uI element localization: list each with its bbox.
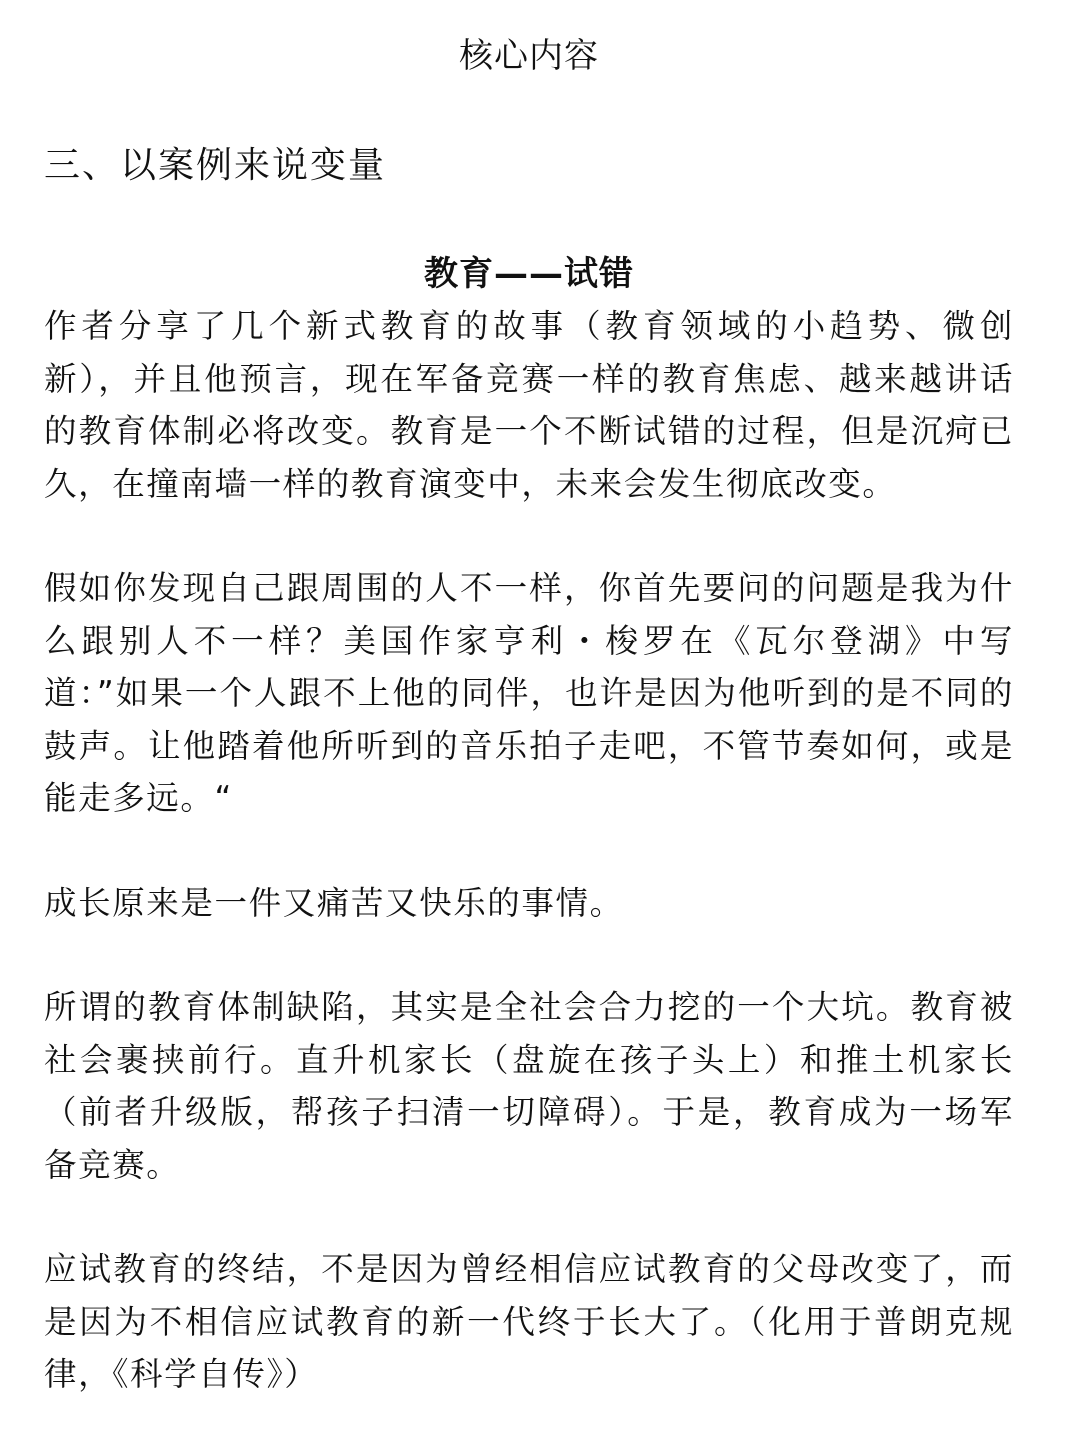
section-heading: 三、以案例来说变量 xyxy=(44,145,387,186)
document-title: 核心内容 xyxy=(459,36,599,76)
paragraph-exam-education-end: 应试教育的终结，不是因为曾经相信应试教育的父母改变了，而是因为不相信应试教育的新一代终于长大了。（化用于普朗克规律，《科学自传》） xyxy=(44,1250,1014,1393)
sub-heading: 教育——试错 xyxy=(424,254,634,294)
paragraph-thoreau-quote: 假如你发现自己跟周围的人不一样，你首先要问的问题是我为什么跟别人不一样？美国作家亨利・梭罗在《瓦尔登湖》中写道：”如果一个人跟不上他的同伴，也许是因为他听到的是不同的鼓声。让他踏着他所听到的音乐拍子走吧，不管节奏如何，或是能走多远。“ xyxy=(44,569,1014,817)
paragraph-education-system: 所谓的教育体制缺陷，其实是全社会合力挖的一个大坑。教育被社会裹挟前行。直升机家长（盘旋在孩子头上）和推土机家长（前者升级版，帮孩子扫清一切障碍）。于是，教育成为一场军备竞赛。 xyxy=(44,988,1014,1184)
paragraph-education-trial: 作者分享了几个新式教育的故事（教育领域的小趋势、微创新），并且他预言，现在军备竞赛一样的教育焦虑、越来越讲话的教育体制必将改变。教育是一个不断试错的过程，但是沉疴已久，在撞南墙一样的教育演变中，未来会发生彻底改变。 xyxy=(44,307,1014,503)
paragraph-growth: 成长原来是一件又痛苦又快乐的事情。 xyxy=(44,883,624,922)
